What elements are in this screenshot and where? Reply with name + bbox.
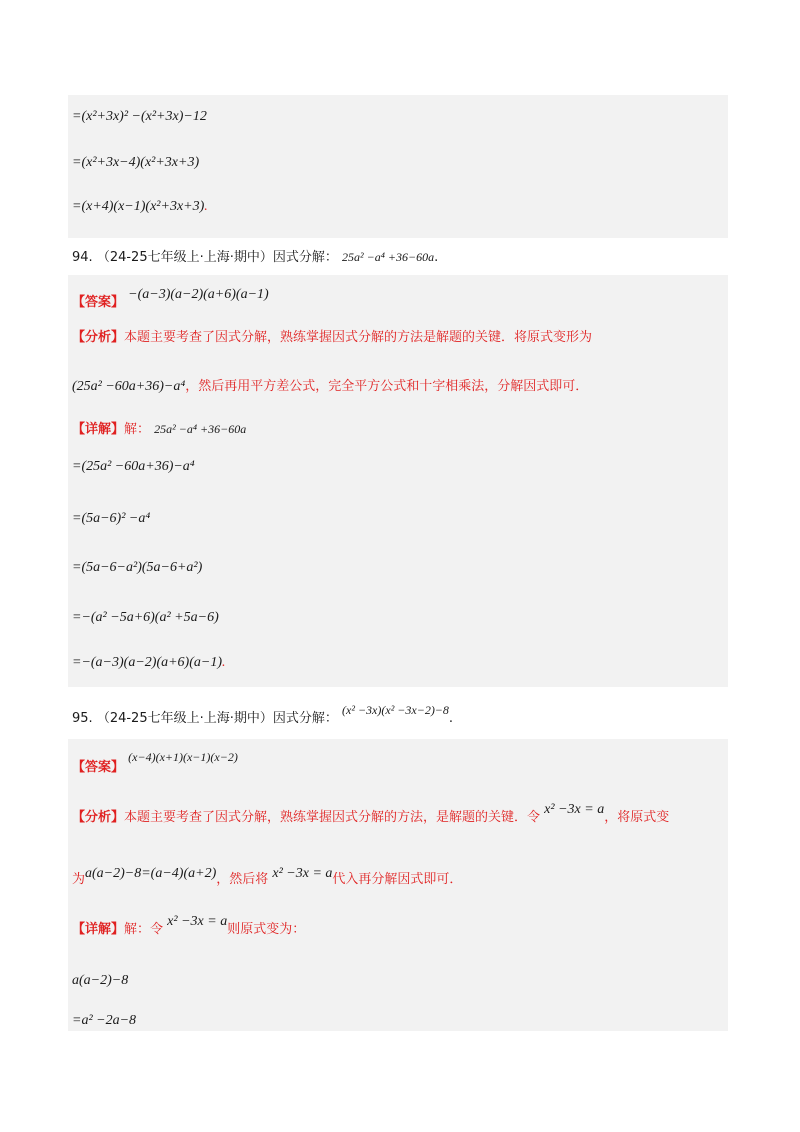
analysis-text: ，然后再用平方差公式，完全平方公式和十字相乘法，分解因式即可．	[185, 379, 589, 394]
detail-row-95	[72, 914, 306, 940]
question-prompt: 因式分解：	[272, 711, 338, 726]
analysis-text: ，将原式变	[604, 810, 670, 825]
analysis-sub: x² −3x = a	[272, 866, 333, 881]
analysis-row-95b	[72, 866, 463, 890]
analysis-text: 本题主要考查了因式分解，熟练掌握因式分解的方法，是解题的关键．令	[124, 810, 541, 825]
detail-prefix: 解：令	[124, 922, 164, 937]
step-line: a(a−2)−8	[72, 973, 129, 988]
detail-suffix: 则原式变为：	[227, 922, 306, 937]
analysis-tag: 【分析】	[72, 810, 125, 825]
step-line: =(x²+3x−4)(x²+3x+3)	[72, 155, 200, 170]
step-line: =(5a−6)² −a⁴	[72, 511, 151, 526]
step-line: =(25a² −60a+36)−a⁴	[72, 459, 195, 474]
question-source: （24-25七年级上·上海·期中）	[96, 711, 273, 726]
step-line: =a² −2a−8	[72, 1013, 137, 1028]
analysis-text: ，然后将	[216, 872, 269, 887]
analysis-text: 为	[72, 872, 86, 887]
step-line: =−(a² −5a+6)(a² +5a−6)	[72, 610, 219, 625]
answer-tag: 【答案】	[72, 760, 125, 775]
step-text: =−(a−3)(a−2)(a+6)(a−1)	[72, 655, 222, 670]
detail-sub: x² −3x = a	[167, 914, 228, 929]
analysis-sub: x² −3x = a	[544, 802, 605, 817]
answer-row-95	[72, 747, 238, 775]
detail-row-94	[72, 419, 246, 440]
analysis-text: 代入再分解因式即可．	[332, 872, 463, 887]
question-number: 94.	[72, 250, 93, 265]
question-prompt: 因式分解：	[272, 250, 338, 265]
answer-row-94	[72, 285, 269, 310]
step-line	[72, 653, 225, 673]
analysis-row-95	[72, 802, 670, 828]
analysis-text: 本题主要考查了因式分解，熟练掌握因式分解的方法是解题的关键．将原式变形为	[124, 330, 593, 345]
analysis-row-94b	[72, 377, 588, 397]
answer-expr: (x−4)(x+1)(x−1)(x−2)	[128, 750, 238, 764]
detail-expr: 25a² −a⁴ +36−60a	[154, 422, 247, 436]
question-95	[72, 703, 454, 729]
question-expr: 25a² −a⁴ +36−60a	[342, 250, 435, 264]
step-line: =(x²+3x)² −(x²+3x)−12	[72, 109, 207, 124]
step-line: =(5a−6−a²)(5a−6+a²)	[72, 560, 203, 575]
answer-expr: −(a−3)(a−2)(a+6)(a−1)	[128, 287, 269, 302]
answer-tag: 【答案】	[72, 295, 125, 310]
question-94	[72, 247, 438, 268]
end-dot: .	[221, 655, 226, 670]
analysis-row-94	[72, 328, 592, 348]
question-number: 95.	[72, 711, 93, 726]
question-expr: (x² −3x)(x² −3x−2)−8	[342, 703, 449, 717]
step-line	[72, 197, 208, 217]
analysis-expr: a(a−2)−8=(a−4)(a+2)	[85, 866, 217, 881]
step-text: =(x+4)(x−1)(x²+3x+3)	[72, 199, 205, 214]
question-end: .	[448, 711, 454, 726]
detail-tag: 【详解】	[72, 422, 125, 437]
analysis-tag: 【分析】	[72, 330, 125, 345]
question-end: .	[434, 250, 439, 265]
analysis-expr: (25a² −60a+36)−a⁴	[72, 379, 186, 394]
question-source: （24-25七年级上·上海·期中）	[96, 250, 273, 265]
detail-tag: 【详解】	[72, 922, 125, 937]
detail-prefix: 解：	[124, 422, 151, 437]
end-dot: .	[204, 199, 208, 214]
